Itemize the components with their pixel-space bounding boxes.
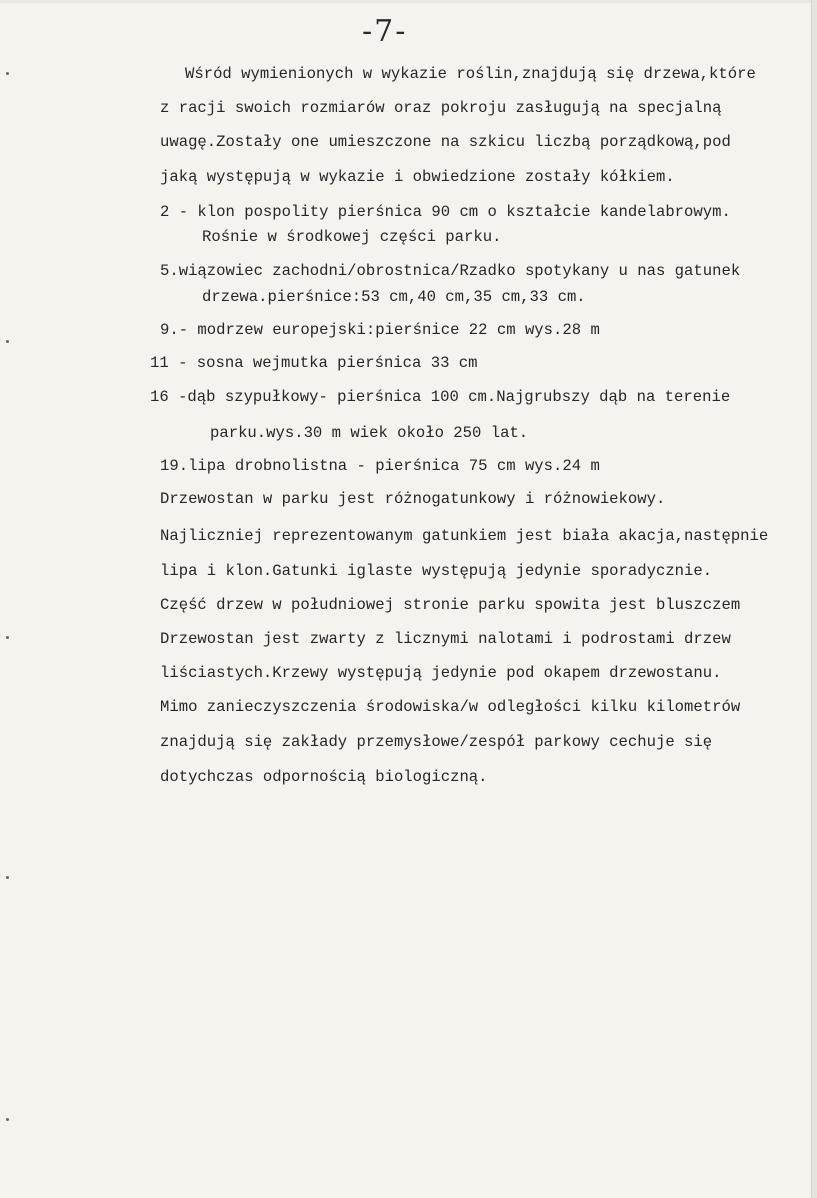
text-line: Drzewostan w parku jest różnogatunkowy i różnowiekowy.	[160, 490, 666, 508]
text-line: z racji swoich rozmiarów oraz pokroju zasługują na specjalną	[160, 99, 722, 117]
margin-mark	[6, 1118, 9, 1121]
text-line: uwagę.Zostały one umieszczone na szkicu liczbą porządkową,pod	[160, 133, 731, 151]
text-line: Drzewostan jest zwarty z licznymi nalotami i podrostami drzew	[160, 630, 731, 648]
text-line: dotychczas odpornością biologiczną.	[160, 768, 488, 786]
text-line: 16 -dąb szypułkowy- pierśnica 100 cm.Najgrubszy dąb na terenie	[150, 388, 731, 406]
text-line: Najliczniej reprezentowanym gatunkiem jest biała akacja,następnie	[160, 527, 769, 545]
text-line: drzewa.pierśnice:53 cm,40 cm,35 cm,33 cm.	[202, 288, 586, 306]
paper-top-edge	[0, 0, 817, 3]
text-line: Rośnie w środkowej części parku.	[202, 228, 502, 246]
text-line: liściastych.Krzewy występują jedynie pod okapem drzewostanu.	[160, 664, 722, 682]
text-line: jaką występują w wykazie i obwiedzione zostały kółkiem.	[160, 168, 675, 186]
text-line: 2 - klon pospolity pierśnica 90 cm o kształcie kandelabrowym.	[160, 203, 731, 221]
margin-mark	[6, 636, 9, 639]
text-line: Mimo zanieczyszczenia środowiska/w odległości kilku kilometrów	[160, 698, 741, 716]
margin-mark	[6, 876, 9, 879]
text-line: 9.- modrzew europejski:pierśnice 22 cm wys.28 m	[160, 321, 600, 339]
text-line: 5.wiązowiec zachodni/obrostnica/Rzadko spotykany u nas gatunek	[160, 262, 741, 280]
text-line: Wśród wymienionych w wykazie roślin,znajdują się drzewa,które	[185, 65, 756, 83]
margin-mark	[6, 72, 9, 75]
text-line: Część drzew w południowej stronie parku spowita jest bluszczem	[160, 596, 741, 614]
text-line: 11 - sosna wejmutka pierśnica 33 cm	[150, 354, 478, 372]
text-line: 19.lipa drobnolistna - pierśnica 75 cm wys.24 m	[160, 457, 600, 475]
text-line: parku.wys.30 m wiek około 250 lat.	[210, 424, 529, 442]
page-number: -7-	[362, 14, 408, 49]
text-line: lipa i klon.Gatunki iglaste występują jedynie sporadycznie.	[160, 562, 713, 580]
text-line: znajdują się zakłady przemysłowe/zespół parkowy cechuje się	[160, 733, 713, 751]
margin-mark	[6, 340, 9, 343]
paper-right-edge	[811, 0, 817, 1198]
